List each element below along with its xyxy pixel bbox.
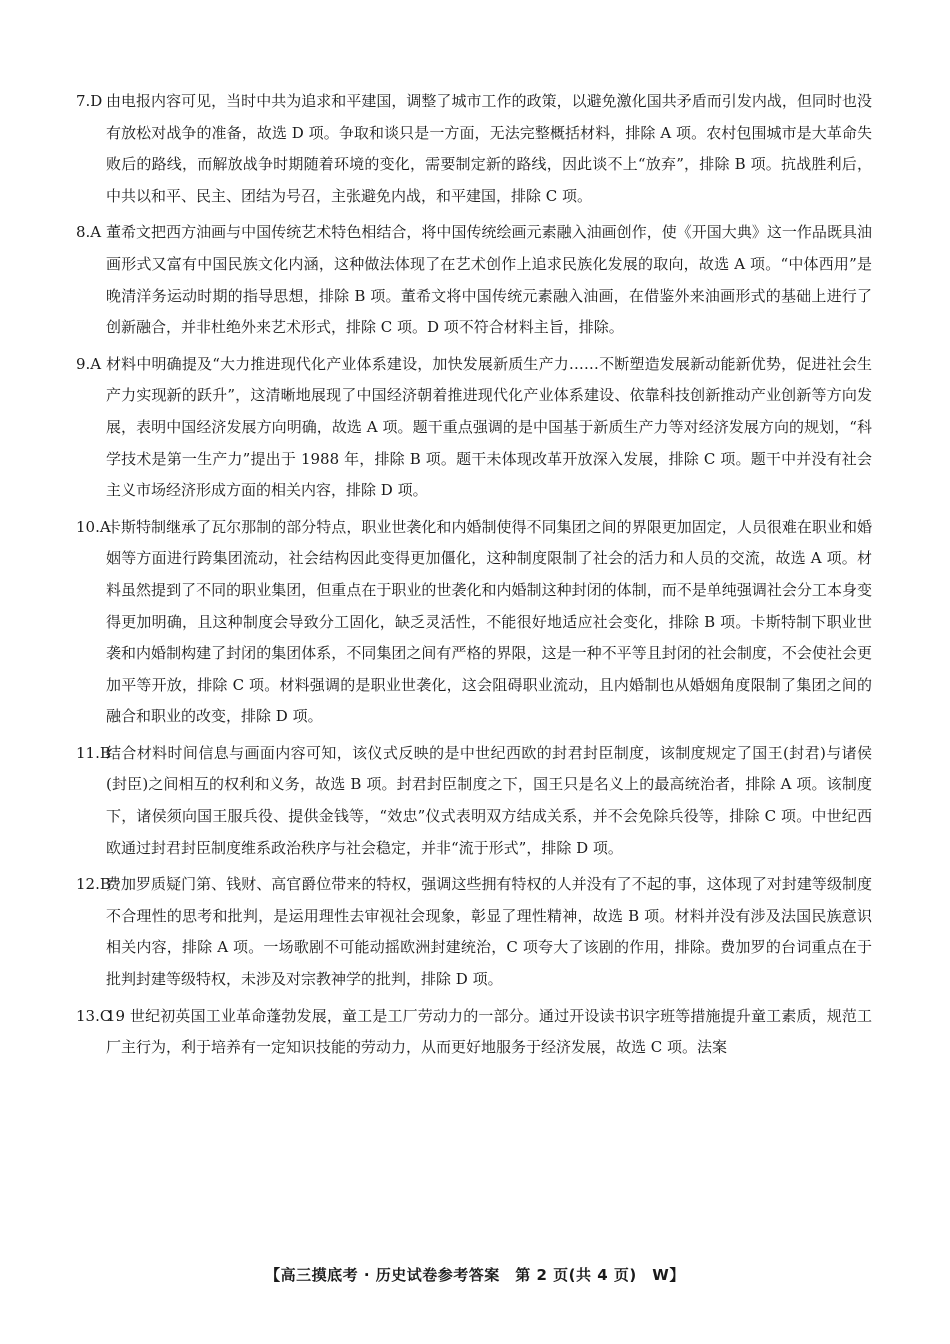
answer-item-9	[76, 349, 872, 507]
answer-explanation: 由电报内容可见，当时中共为追求和平建国，调整了城市工作的政策，以避免激化国共矛盾而引发内战，但同时也没有放松对战争的准备，故选 D 项。争取和谈只是一方面，无法完整概括材料，排除 A 项。农村包围城市是大革命失败后的路线，而解放战争时期随着环境的变化，需要制定新的路线，因此谈不上“放弃”，排除 B 项。抗战胜利后，中共以和平、民主、团结为号召，主张避免内战，和平建国，排除 C 项。	[106, 92, 872, 205]
answer-item-7	[76, 86, 872, 212]
answer-explanation: 结合材料时间信息与画面内容可知，该仪式反映的是中世纪西欧的封君封臣制度，该制度规定了国王(封君)与诸侯(封臣)之间相互的权利和义务，故选 B 项。封君封臣制度之下，国王只是名义上的最高统治者，排除 A 项。该制度下，诸侯须向国王服兵役、提供金钱等，“效忠”仪式表明双方结成关系，并不会免除兵役等，排除 C 项。中世纪西欧通过封君封臣制度维系政治秩序与社会稳定，并非“流于形式”，排除 D 项。	[106, 743, 872, 857]
answer-number: 12.B	[76, 875, 111, 894]
answer-item-12	[76, 869, 872, 995]
answer-item-13	[76, 1001, 872, 1064]
answer-explanation: 材料中明确提及“大力推进现代化产业体系建设，加快发展新质生产力……不断塑造发展新动能新优势，促进社会生产力实现新的跃升”，这清晰地展现了中国经济朝着推进现代化产业体系建设、依靠科技创新推动产业创新等方向发展，表明中国经济发展方向明确，故选 A 项。题干重点强调的是中国基于新质生产力等对经济发展方向的规划，“科学技术是第一生产力”提出于 1988 年，排除 B 项。题干未体现改革开放深入发展，排除 C 项。题干中并没有社会主义市场经济形成方面的相关内容，排除 D 项。	[106, 354, 872, 500]
answer-number: 9.A	[76, 354, 102, 373]
answer-item-8	[76, 217, 872, 343]
answer-item-11	[76, 738, 872, 864]
answer-explanation: 费加罗质疑门第、钱财、高官爵位带来的特权，强调这些拥有特权的人并没有了不起的事，这体现了对封建等级制度不合理性的思考和批判，是运用理性去审视社会现象，彰显了理性精神，故选 B 项。材料并没有涉及法国民族意识相关内容，排除 A 项。一场歌剧不可能动摇欧洲封建统治，C 项夸大了该剧的作用，排除。费加罗的台词重点在于批判封建等级特权，未涉及对宗教神学的批判，排除 D 项。	[106, 875, 872, 989]
answer-list	[76, 86, 872, 1069]
answer-number: 7.D	[76, 92, 103, 110]
answer-explanation: 卡斯特制继承了瓦尔那制的部分特点，职业世袭化和内婚制使得不同集团之间的界限更加固定，人员很难在职业和婚姻等方面进行跨集团流动，社会结构因此变得更加僵化，这种制度限制了社会的活力和人员的交流，故选 A 项。材料虽然提到了不同的职业集团，但重点在于职业的世袭化和内婚制这种封闭的体制，而不是单纯强调社会分工本身变得更加明确，且这种制度会导致分工固化，缺乏灵活性，不能很好地适应社会变化，排除 B 项。卡斯特制下职业世袭和内婚制构建了封闭的集团体系，不同集团之间有严格的界限，这是一种不平等且封闭的社会制度，不会使社会更加平等开放，排除 C 项。材料强调的是职业世袭化，这会阻碍职业流动，且内婚制也从婚姻角度限制了集团之间的融合和职业的改变，排除 D 项。	[106, 517, 872, 726]
answer-number: 13.C	[76, 1006, 112, 1025]
answer-item-10	[76, 512, 872, 733]
page-footer: 【高三摸底考 · 历史试卷参考答案 第 2 页(共 4 页) W】	[265, 1266, 685, 1284]
answer-number: 11.B	[76, 743, 111, 762]
answer-explanation: 董希文把西方油画与中国传统艺术特色相结合，将中国传统绘画元素融入油画创作，使《开国大典》这一作品既具油画形式又富有中国民族文化内涵，这种做法体现了在艺术创作上追求民族化发展的取向，故选 A 项。“中体西用”是晚清洋务运动时期的指导思想，排除 B 项。董希文将中国传统元素融入油画，在借鉴外来油画形式的基础上进行了创新融合，并非杜绝外来艺术形式，排除 C 项。D 项不符合材料主旨，排除。	[106, 223, 872, 337]
answer-number: 8.A	[76, 223, 102, 242]
answer-explanation: 19 世纪初英国工业革命蓬勃发展，童工是工厂劳动力的一部分。通过开设读书识字班等措施提升童工素质，规范工厂主行为，利于培养有一定知识技能的劳动力，从而更好地服务于经济发展，故选 C 项。法案	[106, 1006, 872, 1057]
answer-number: 10.A	[76, 517, 111, 536]
